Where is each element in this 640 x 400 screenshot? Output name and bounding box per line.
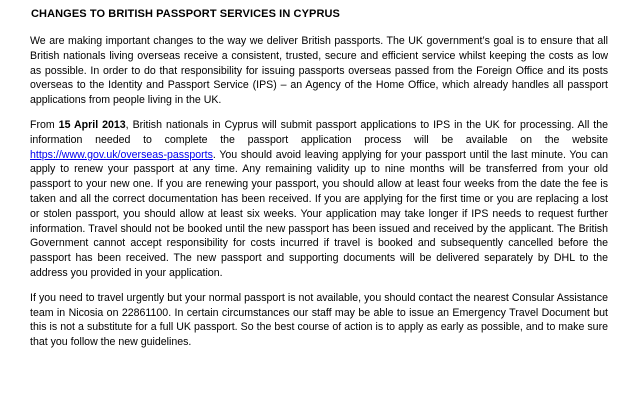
paragraph-from-text: From [30, 118, 55, 131]
paragraph-intro: We are making important changes to the way we deliver British passports. The UK government’s goal is to ensure that all British nationals living overseas receive a consistent, trusted, secure and efficient service whilst keeping the costs as low as possible. In order to do that responsibility for issuing passports overseas passed from the Foreign Office and its posts overseas to the Identity and Passport Service (IPS) – an Agency of the Home Office, which already handles all passport applications from people living in the UK. [30, 35, 608, 107]
document-title: CHANGES TO BRITISH PASSPORT SERVICES IN CYPRUS [31, 8, 340, 20]
start-date: 15 April 2013 [58, 118, 126, 131]
paragraph-urgent-travel: If you need to travel urgently but your normal passport is not available, you should contact the nearest Consular Assistance team in Nicosia on 22861100. In certain circumstances our staff may be able to issue an Emergency Travel Document but this is not a substitute for a full UK passport. So the best course of action is to apply as early as possible, and to make sure that you follow the new guidelines. [30, 291, 608, 349]
paragraph-guidance-text: . You should avoid leaving applying for your passport until the last minute. You can apply to renew your passport at any time. Any remaining validity up to nine months will be transferred from your old passport to your new one. If you are renewing your passport, you should allow at least four weeks from the date the fee is taken and all the correct documentation has been received. If you are applying for the first time or you are replacing a lost or stolen passport, you should allow at least six weeks. Your application may take longer if IPS needs to request further information. Travel should not be booked until the new passport has been issued and received by the applicant. The British Government cannot accept responsibility for costs incurred if travel is booked and subsequently cancelled before the passport has been received. The new passport and supporting documents will be delivered separately by DHL to the address you provided in your application. [30, 148, 608, 279]
overseas-passports-link[interactable]: https://www.gov.uk/overseas-passports [30, 148, 213, 161]
paragraph-application-process [30, 118, 608, 281]
paragraph-process-text: , British nationals in Cyprus will submit passport applications to IPS in the UK for processing. All the information needed to complete the passport application process will be available on the website [30, 118, 608, 146]
